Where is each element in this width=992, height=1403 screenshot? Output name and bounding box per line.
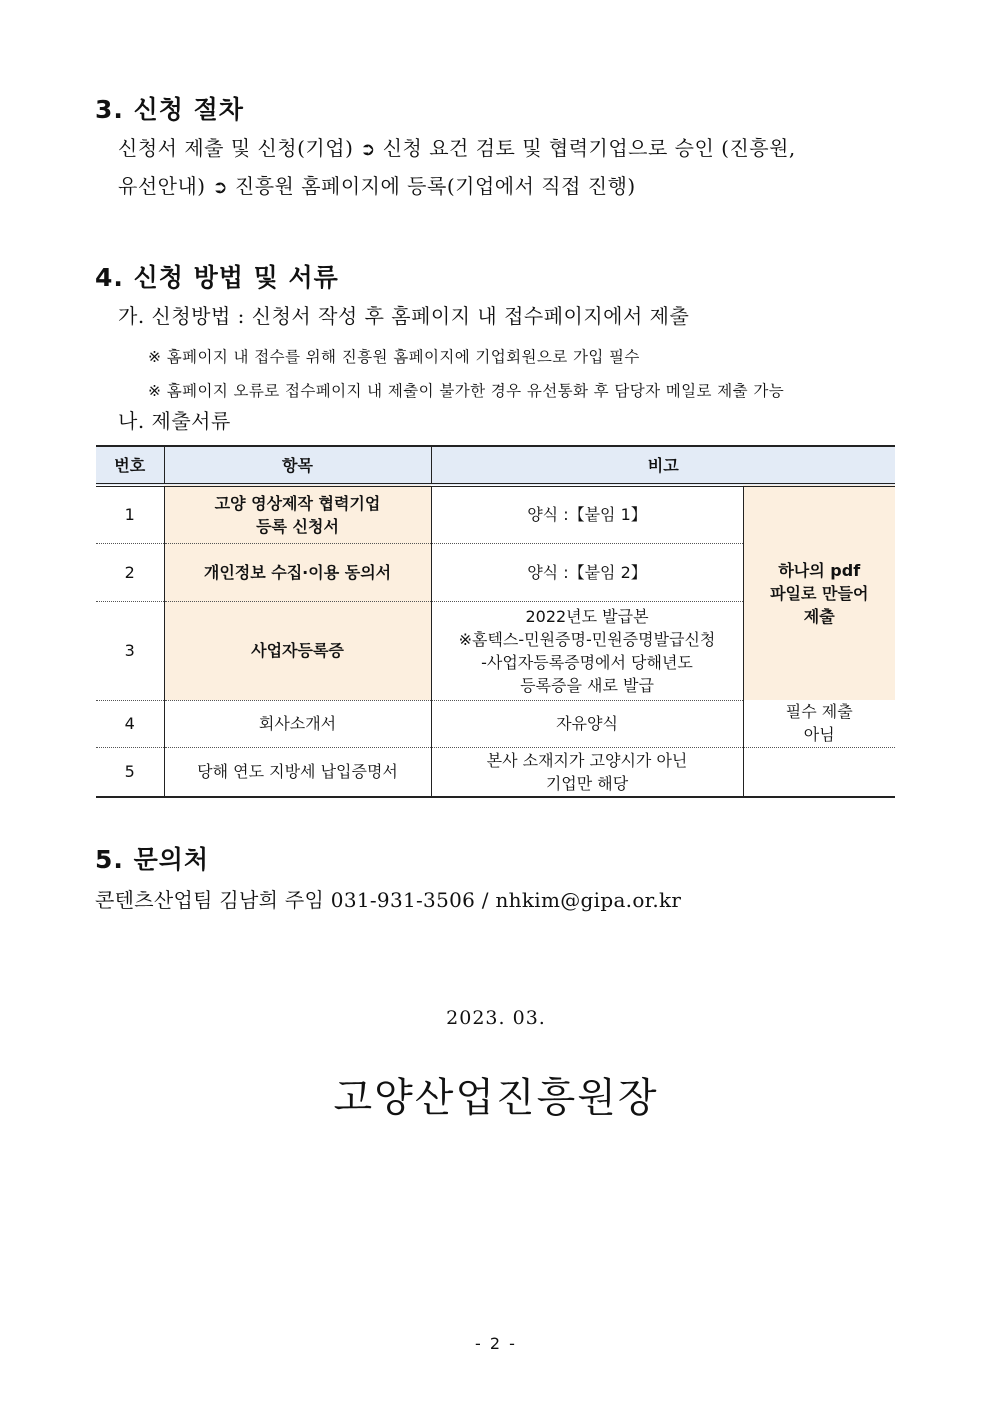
note-email-submission: ※ 홈페이지 오류로 접수페이지 내 제출이 불가한 경우 유선통화 후 담당자 메일로 제출 가능 bbox=[148, 382, 785, 400]
procedure-line-1 bbox=[118, 130, 796, 168]
remark-line: -사업자등록증명에서 당해년도 bbox=[481, 652, 693, 672]
row-remark bbox=[431, 601, 743, 700]
section-5-title: 5. 문의처 bbox=[95, 845, 210, 874]
row-remark: 양식 :【붙임 2】 bbox=[431, 543, 743, 601]
documents-table bbox=[96, 445, 895, 798]
section-3-title: 3. 신청 절차 bbox=[95, 95, 244, 124]
merged-note-line: 파일로 만들어 bbox=[770, 584, 869, 603]
section-4-title: 4. 신청 방법 및 서류 bbox=[95, 263, 339, 292]
remark-line: ※홈텍스-민원증명-민원증명발급신청 bbox=[458, 629, 716, 649]
table-header-row bbox=[96, 446, 895, 485]
header-remark: 비고 bbox=[431, 446, 895, 485]
row-item bbox=[164, 485, 431, 543]
procedure-step-review: 신청 요건 검토 및 협력기업으로 승인 (진흥원, bbox=[382, 136, 796, 160]
section-3-procedure bbox=[118, 130, 796, 206]
remark-line: 본사 소재지가 고양시가 아닌 bbox=[486, 750, 688, 770]
arrow-right-icon: ➲ bbox=[212, 177, 229, 198]
page-number: - 2 - bbox=[475, 1334, 517, 1353]
merged-note-line: 하나의 pdf bbox=[778, 561, 861, 580]
row-number: 2 bbox=[96, 543, 164, 601]
row-number: 1 bbox=[96, 485, 164, 543]
remark-line: 기업만 해당 bbox=[545, 773, 629, 793]
procedure-step-apply: 신청서 제출 및 신청(기업) bbox=[118, 136, 354, 160]
header-item: 항목 bbox=[164, 446, 431, 485]
issue-date: 2023. 03. bbox=[446, 1007, 546, 1029]
issuer-name: 고양산업진흥원장 bbox=[333, 1075, 659, 1121]
row-remark: 자유양식 bbox=[431, 700, 743, 747]
remark-line: 2022년도 발급본 bbox=[525, 606, 649, 626]
table-row bbox=[96, 485, 895, 543]
note-line: 아님 bbox=[803, 725, 835, 745]
merged-note-line: 제출 bbox=[803, 607, 835, 626]
row-item: 회사소개서 bbox=[164, 700, 431, 747]
row-item: 개인정보 수집·이용 동의서 bbox=[164, 543, 431, 601]
documents-heading: 나. 제출서류 bbox=[118, 409, 231, 433]
row-remark bbox=[431, 747, 743, 797]
procedure-step-register: 진흥원 홈페이지에 등록(기업에서 직접 진행) bbox=[234, 174, 636, 198]
table-row bbox=[96, 747, 895, 797]
arrow-right-icon: ➲ bbox=[360, 139, 376, 160]
row-number: 4 bbox=[96, 700, 164, 747]
application-method: 가. 신청방법 : 신청서 작성 후 홈페이지 내 접수페이지에서 제출 bbox=[118, 304, 690, 328]
header-no: 번호 bbox=[96, 446, 164, 485]
procedure-step-notice: 유선안내) bbox=[118, 174, 206, 198]
contact-info: 콘텐츠산업팀 김남희 주임 031-931-3506 / nhkim@gipa.or.kr bbox=[95, 888, 682, 912]
row-number: 3 bbox=[96, 601, 164, 700]
note-membership: ※ 홈페이지 내 접수를 위해 진흥원 홈페이지에 기업회원으로 가입 필수 bbox=[148, 348, 640, 366]
remark-line: 등록증을 새로 발급 bbox=[520, 675, 654, 695]
item-line: 등록 신청서 bbox=[256, 516, 339, 536]
row-item: 당해 연도 지방세 납입증명서 bbox=[164, 747, 431, 797]
row-note bbox=[743, 700, 895, 747]
row-remark: 양식 :【붙임 1】 bbox=[431, 485, 743, 543]
row-note bbox=[743, 747, 895, 797]
row-number: 5 bbox=[96, 747, 164, 797]
merged-pdf-note bbox=[743, 485, 895, 700]
item-line: 고양 영상제작 협력기업 bbox=[214, 493, 381, 513]
note-line: 필수 제출 bbox=[785, 702, 853, 722]
table-row bbox=[96, 700, 895, 747]
row-item: 사업자등록증 bbox=[164, 601, 431, 700]
procedure-line-2 bbox=[118, 168, 796, 206]
